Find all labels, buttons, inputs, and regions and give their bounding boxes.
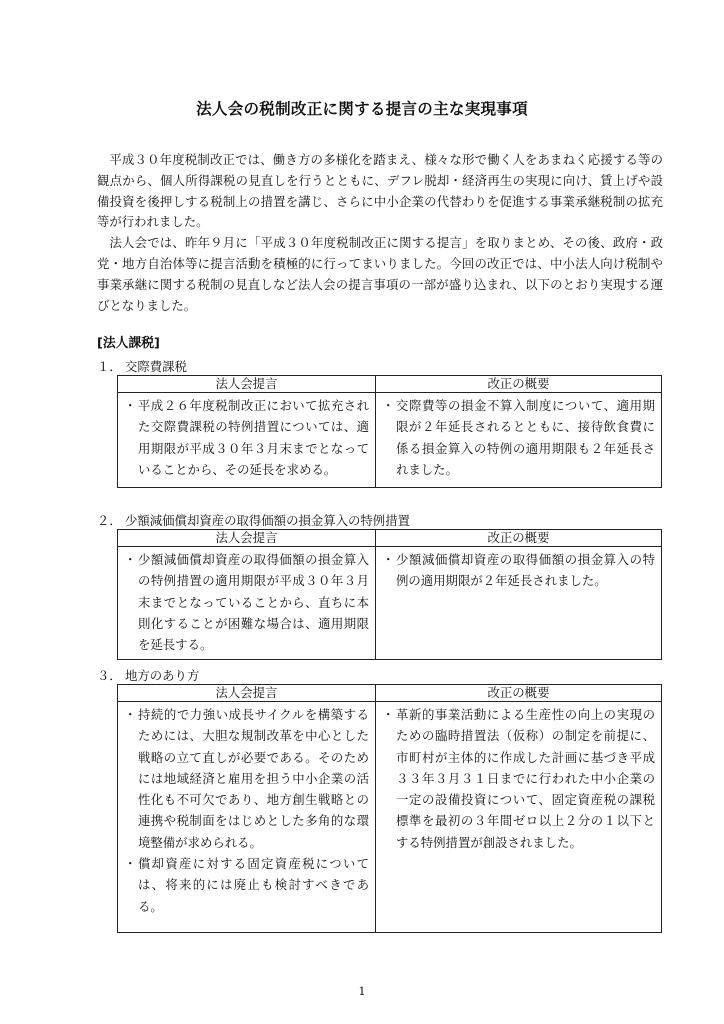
item-1-number: １． bbox=[97, 359, 122, 374]
bullet: ・ bbox=[382, 707, 395, 722]
bullet: ・ bbox=[124, 552, 137, 567]
item-2-heading bbox=[97, 511, 410, 529]
list-item bbox=[124, 395, 369, 480]
intro-paragraph-1: 平成３０年度税制改正では、働き方の多様化を踏まえ、様々な形で働く人をあまねく応援する等の観点から、個人所得課税の見直しを行うとともに、デフレ脱却・経済再生の実現に向け、賃上げや設備投資を後押しする税制上の措置を講じ、さらに中小企業の代替わりを促進する事業承継税制の拡充等が行われました。 bbox=[97, 152, 663, 230]
proposal-text: 持続的で力強い成長サイクルを構築するためには、大胆な規制改革を中心とした戦略の立て直しが必要である。そのためには地域経済と雇用を担う中小企業の活性化も不可欠であり、地方創生戦略との連携や税制面をはじめとした多角的な環境整備が求められる。 bbox=[138, 707, 369, 850]
list-item bbox=[124, 853, 369, 917]
proposal-cell bbox=[118, 393, 376, 488]
proposal-cell bbox=[118, 702, 376, 933]
outcome-cell bbox=[376, 393, 662, 488]
column-header-outcome: 改正の概要 bbox=[376, 685, 662, 702]
outcome-text: 革新的事業活動による生産性の向上の実現のための臨時措置法（仮称）の制定を前提に、市町村が主体的に作成した計画に基づき平成３３年３月３１日までに行われた中小企業の一定の設備投資について、固定資産税の課税標準を最初の３年間ゼロ以上２分の１以下とする特例措置が創設されました。 bbox=[396, 707, 655, 850]
outcome-cell bbox=[376, 702, 662, 933]
bullet: ・ bbox=[124, 398, 137, 413]
outcome-cell bbox=[376, 547, 662, 660]
intro-paragraph-2: 法人会では、昨年９月に「平成３０年度税制改正に関する提言」を取りまとめ、その後、政府・政党・地方自治体等に提言活動を積極的に行ってまいりました。今回の改正では、中小法人向け税制や事業承継に関する税制の見直しなど法人会の提言事項の一部が盛り込まれ、以下のとおり実現する運びとなりました。 bbox=[97, 235, 663, 313]
bullet: ・ bbox=[124, 707, 137, 722]
item-2-number: ２． bbox=[97, 513, 122, 528]
list-item bbox=[382, 549, 655, 592]
outcome-text: 少額減価償却資産の取得価額の損金算入の特例の適用期限が２年延長されました。 bbox=[396, 552, 655, 589]
item-3-heading bbox=[97, 666, 199, 684]
item-3-number: ３． bbox=[97, 668, 122, 683]
item-3-table bbox=[117, 684, 662, 933]
proposal-text: 平成２６年度税制改正において拡充された交際費課税の特例措置については、適用期限が平成３０年３月末までとなっていることから、その延長を求める。 bbox=[138, 398, 369, 477]
list-item bbox=[382, 704, 655, 853]
column-header-proposal: 法人会提言 bbox=[118, 685, 376, 702]
item-1-table bbox=[117, 375, 662, 488]
intro-text bbox=[97, 150, 663, 316]
table-row bbox=[118, 702, 662, 933]
proposal-cell bbox=[118, 547, 376, 660]
bullet: ・ bbox=[382, 398, 395, 413]
page-title: 法人会の税制改正に関する提言の主な実現事項 bbox=[196, 100, 528, 118]
section-heading: [法人課税] bbox=[97, 336, 160, 351]
item-1-title: 交際費課税 bbox=[125, 359, 187, 374]
bullet: ・ bbox=[382, 552, 395, 567]
column-header-proposal: 法人会提言 bbox=[118, 376, 376, 393]
table-row bbox=[118, 393, 662, 488]
proposal-text: 償却資産に対する固定資産税については、将来的には廃止も検討すべきである。 bbox=[138, 856, 369, 914]
table-row bbox=[118, 547, 662, 660]
outcome-text: 交際費等の損金不算入制度について、適用期限が２年延長されるとともに、接待飲食費に係る損金算入の特例の適用期限も２年延長されました。 bbox=[396, 398, 655, 477]
table-header-row bbox=[118, 376, 662, 393]
page-number: 1 bbox=[358, 985, 366, 998]
column-header-proposal: 法人会提言 bbox=[118, 530, 376, 547]
item-3-title: 地方のあり方 bbox=[125, 668, 200, 683]
list-item bbox=[382, 395, 655, 480]
list-item bbox=[124, 704, 369, 853]
list-item bbox=[124, 549, 369, 655]
proposal-text: 少額減価償却資産の取得価額の損金算入の特例措置の適用期限が平成３０年３月末までとなっていることから、直ちに本則化することが困難な場合は、適用期限を延長する。 bbox=[138, 552, 369, 653]
table-header-row bbox=[118, 685, 662, 702]
item-1-heading bbox=[97, 357, 187, 375]
item-2-title: 少額減価償却資産の取得価額の損金算入の特例措置 bbox=[125, 513, 410, 528]
column-header-outcome: 改正の概要 bbox=[376, 376, 662, 393]
column-header-outcome: 改正の概要 bbox=[376, 530, 662, 547]
item-2-table bbox=[117, 529, 662, 660]
table-header-row bbox=[118, 530, 662, 547]
bullet: ・ bbox=[124, 856, 137, 872]
